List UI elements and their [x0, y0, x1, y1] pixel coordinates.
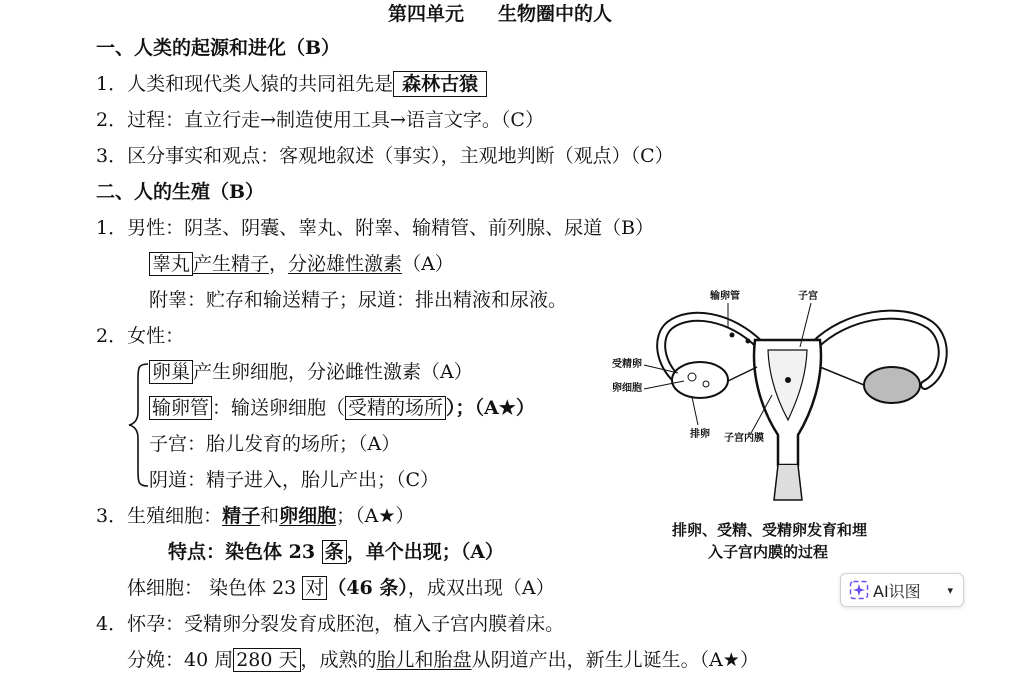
answer-box-forest-ape: 森林古猿: [393, 71, 487, 97]
underline-egg-cell: 卵细胞: [279, 505, 337, 527]
box-ovary: 卵巢: [149, 360, 193, 384]
female-line-ovary: [149, 360, 473, 384]
male-line-1: 1．男性：阴茎、阴囊、睾丸、附睾、输精管、前列腺、尿道（B）: [96, 217, 655, 239]
somatic-line: [127, 576, 555, 600]
somatic-text: 体细胞： 染色体 23: [127, 577, 303, 599]
male-line-3: 附睾：贮存和输送精子；尿道：排出精液和尿液。: [149, 289, 568, 311]
box-oviduct: 输卵管: [149, 396, 212, 420]
box-tiao: 条: [322, 540, 347, 564]
label-fertilized-egg: 受精卵: [612, 359, 642, 370]
s1-line-3: 3．区分事实和观点：客观地叙述（事实），主观地判断（观点）（C）: [96, 145, 674, 167]
pregnancy-line: 4．怀孕：受精卵分裂发育成胚泡，植入子宫内膜着床。: [96, 613, 565, 635]
underline-hormone: 分泌雄性激素: [288, 253, 403, 275]
sparkle-icon: [849, 580, 869, 600]
box-testis: 睾丸: [149, 252, 193, 276]
male-line-2: [149, 252, 454, 276]
ai-button-label: AI识图: [873, 581, 921, 601]
feature-tail: ，单个出现；（A）: [346, 541, 504, 563]
chevron-down-icon[interactable]: ▾: [947, 583, 953, 597]
unit-name: 生物圈中的人: [498, 3, 613, 25]
oviduct-tail: ）；（A★）: [446, 397, 535, 419]
female-line-vagina: 阴道：精子进入，胎儿产出；（C）: [149, 469, 440, 491]
label-egg-cell: 卵细胞: [612, 383, 642, 394]
underline-fetus-placenta: 胎儿和胎盘: [376, 649, 472, 671]
box-280-days: 280 天: [233, 648, 300, 672]
sep: ，: [269, 253, 289, 275]
label-oviduct: 输卵管: [710, 291, 740, 302]
female-label: 2．女性：: [96, 325, 185, 347]
female-line-oviduct: [149, 396, 535, 420]
reproductive-diagram: [600, 285, 970, 570]
germ-cell-line: [96, 504, 414, 528]
ai-recognize-button[interactable]: [840, 573, 964, 607]
underline-sperm: 产生精子: [193, 253, 270, 275]
germ-tail: ；（A★）: [336, 505, 415, 527]
oviduct-text: ：输送卵细胞（: [212, 397, 346, 419]
delivery-line: [127, 648, 759, 672]
delivery-text: 分娩：40 周: [127, 649, 234, 671]
unit-label: 第四单元: [388, 3, 465, 25]
label-uterus: 子宫: [798, 291, 818, 302]
germ-text: 3．生殖细胞：: [96, 505, 223, 527]
section-1-heading: 一、人类的起源和进化（B）: [96, 37, 341, 59]
germ-feature-line: [168, 540, 504, 564]
label-endometrium: 子宫内膜: [724, 433, 764, 444]
s1-line-1: [96, 72, 487, 96]
page-title: [388, 2, 612, 26]
tail: （A）: [402, 253, 454, 275]
delivery-tail: 从阴道产出，新生儿诞生。（A★）: [471, 649, 759, 671]
s1-line-1-text: 1．人类和现代类人猿的共同祖先是: [96, 73, 394, 95]
s1-line-2: 2．过程：直立行走→制造使用工具→语言文字。（C）: [96, 109, 544, 131]
and-text: 和: [260, 505, 280, 527]
figure-caption-1: 排卵、受精、受精卵发育和埋: [672, 521, 868, 539]
feature-text: 特点：染色体 23: [168, 541, 322, 563]
somatic-tail: ，成双出现（A）: [407, 577, 555, 599]
delivery-mid: ，成熟的: [300, 649, 377, 671]
label-ovulation: 排卵: [690, 429, 710, 440]
ovary-text: 产生卵细胞，分泌雌性激素（A）: [193, 361, 473, 383]
female-line-uterus: 子宫：胎儿发育的场所；（A）: [149, 433, 401, 455]
section-2-heading: 二、人的生殖（B）: [96, 181, 265, 203]
somatic-bold: （46 条）: [327, 577, 408, 599]
uterus-diagram-icon: [600, 285, 970, 515]
figure-caption-2: 入子宫内膜的过程: [708, 543, 829, 561]
underline-sperm-cell: 精子: [222, 505, 261, 527]
box-fertilization-site: 受精的场所: [345, 396, 446, 420]
box-dui: 对: [302, 576, 327, 600]
